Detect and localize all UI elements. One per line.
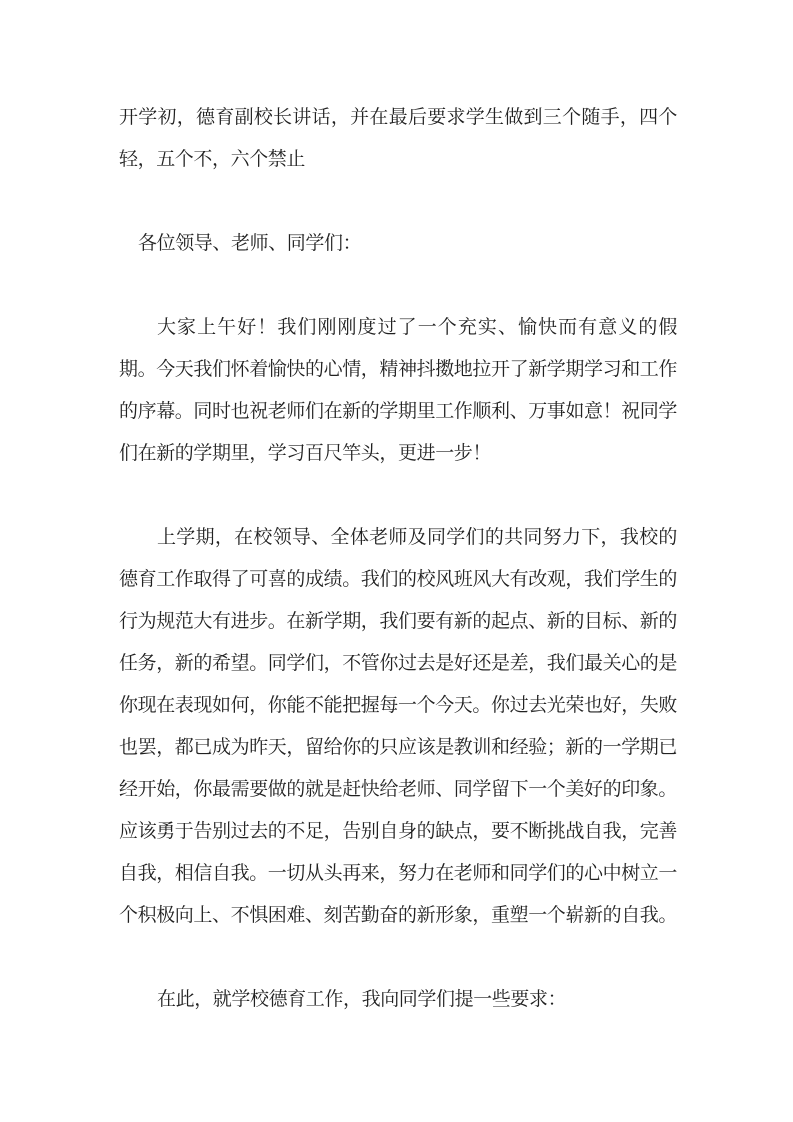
paragraph-salutation: 各位领导、老师、同学们： [138,233,362,254]
paragraph-intro-description: 开学初，德育副校长讲话，并在最后要求学生做到三个随手，四个轻，五个不，六个禁止 [119,107,677,170]
paragraph-greeting: 大家上午好！我们刚刚度过了一个充实、愉快而有意义的假期。今天我们怀着愉快的心情，精神抖擞地拉开了新学期学习和工作的序幕。同时也祝老师们在新的学期里工作顺利、万事如意！祝同学们在新的学期里，学习百尺竿头，更进一步！ [119,317,678,464]
paragraph-review-and-new-term: 上学期，在校领导、全体老师及同学们的共同努力下，我校的德育工作取得了可喜的成绩。我们的校风班风大有改观，我们学生的行为规范大有进步。在新学期，我们要有新的起点、新的目标、新的任务，新的希望。同学们，不管你过去是好还是差，我们最关心的是你现在表现如何，你能不能把握每一个今天。你过去光荣也好，失败也罢，都已成为昨天，留给你的只应该是教训和经验；新的一学期已经开始，你最需要做的就是赶快给老师、同学留下一个美好的印象。应该勇于告别过去的不足，告别自身的缺点，要不断挑战自我，完善自我，相信自我。一切从头再来，努力在老师和同学们的心中树立一个积极向上、不惧困难、刻苦勤奋的新形象，重塑一个崭新的自我。 [119,527,678,926]
paragraph-requirements-lead-in: 在此，就学校德育工作，我向同学们提一些要求： [157,989,567,1010]
